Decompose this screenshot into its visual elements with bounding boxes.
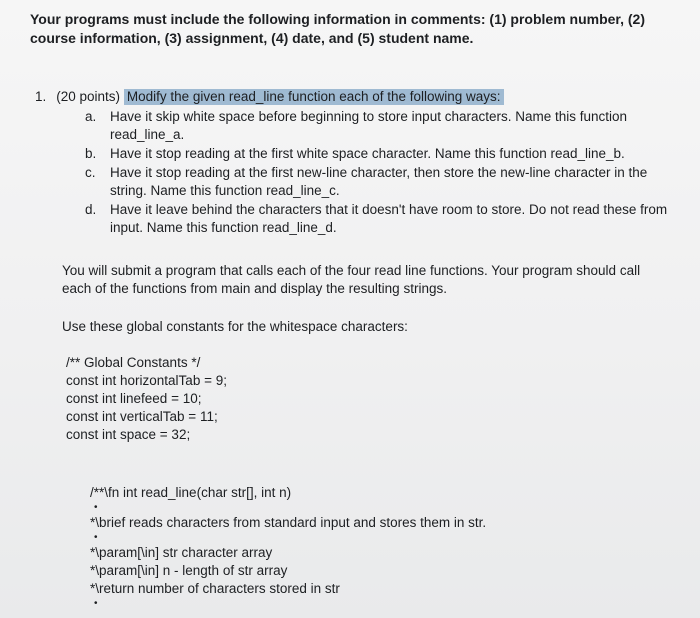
subitem-text: Have it stop reading at the first new-line character, then store the new-line character in the string. Name this function read_line_c. [110,165,648,198]
problem-number: 1. [35,89,47,104]
header-instructions: Your programs must include the following information in comments: (1) problem number, (2) course information, (3) assignment, (4) date, and (5) student name. [30,11,646,46]
doc-fn-line: /**\fn int read_line(char str[], int n) [90,485,292,500]
problem-title [35,88,675,106]
code-line: const int horizontalTab = 9; [66,373,227,388]
subitem-a [85,108,675,144]
doc-bullet: • [94,598,98,609]
subitem-list [85,108,675,237]
problem-points: (20 points) [56,89,121,104]
doc-brief-line: *\brief reads characters from standard input and stores them in str. [90,515,487,530]
code-line: const int verticalTab = 11; [66,409,218,424]
subitem-text: Have it skip white space before beginning to store input characters. Name this function read_line_a. [110,109,628,142]
subitem-letter: d. [85,202,97,217]
doc-param-line: *\param[\in] n - length of str array [90,563,288,578]
doc-bullet: • [94,502,98,513]
subitem-letter: a. [85,109,97,124]
submit-paragraph: You will submit a program that calls each of the four read line functions. Your program should call each of the functions from main and display the resulting strings. [62,263,641,296]
subitem-text: Have it stop reading at the first white space character. Name this function read_line_b. [110,146,625,161]
doc-bullet: • [94,532,98,543]
constants-intro: Use these global constants for the whitespace characters: [62,319,408,334]
problem-lead-highlighted: Modify the given read_line function each of the following ways: [124,89,504,105]
subitem-c [85,164,675,200]
code-line: const int linefeed = 10; [66,391,202,406]
subitem-d [85,201,675,237]
subitem-text: Have it leave behind the characters that it doesn't have room to store. Do not read these from input. Name this function read_line_d. [110,202,668,235]
problem-1 [35,88,675,238]
doc-comment-block [90,484,486,610]
code-line: const int space = 32; [66,427,191,442]
doc-return-line: *\return number of characters stored in str [90,581,340,596]
subitem-letter: c. [85,165,96,180]
subitem-b [85,145,675,163]
doc-param-line: *\param[\in] str character array [90,545,273,560]
global-constants-code [66,354,227,444]
code-comment: /** Global Constants */ [66,355,201,370]
subitem-letter: b. [85,146,97,161]
